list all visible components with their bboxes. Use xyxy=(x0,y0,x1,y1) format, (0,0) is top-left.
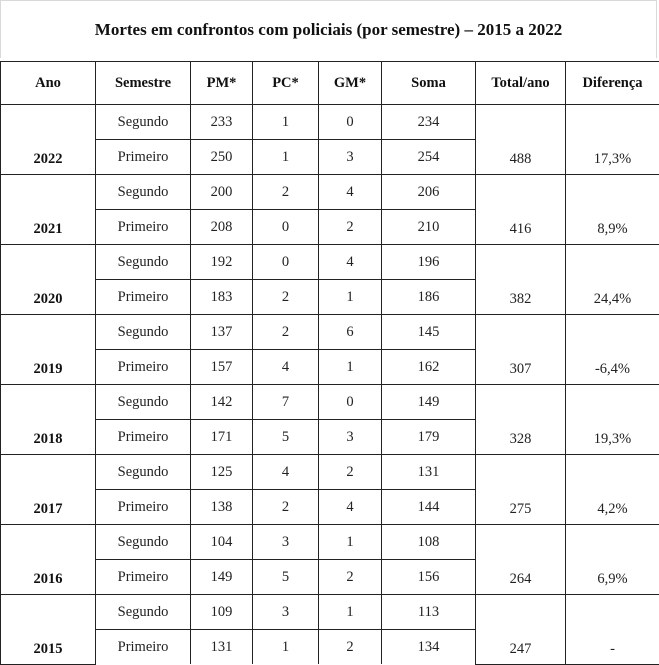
pc-cell: 1 xyxy=(253,105,319,140)
year-cell: 2020 xyxy=(1,245,96,315)
semester-cell: Segundo xyxy=(96,105,191,140)
total-cell: 328 xyxy=(476,385,566,455)
sum-cell: 144 xyxy=(382,490,476,525)
page-title: Mortes em confrontos com policiais (por semestre) – 2015 a 2022 xyxy=(95,20,562,40)
sum-cell: 186 xyxy=(382,280,476,315)
header-pm: PM* xyxy=(191,62,253,105)
pm-cell: 131 xyxy=(191,630,253,665)
gm-cell: 2 xyxy=(319,630,382,665)
year-cell: 2021 xyxy=(1,175,96,245)
gm-cell: 3 xyxy=(319,140,382,175)
diff-cell: - xyxy=(566,595,659,665)
gm-cell: 0 xyxy=(319,105,382,140)
pm-cell: 171 xyxy=(191,420,253,455)
gm-cell: 2 xyxy=(319,210,382,245)
total-cell: 488 xyxy=(476,105,566,175)
pm-cell: 183 xyxy=(191,280,253,315)
header-sum: Soma xyxy=(382,62,476,105)
gm-cell: 4 xyxy=(319,245,382,280)
pm-cell: 233 xyxy=(191,105,253,140)
sum-cell: 149 xyxy=(382,385,476,420)
diff-cell: 24,4% xyxy=(566,245,659,315)
year-cell: 2015 xyxy=(1,595,96,665)
pc-cell: 3 xyxy=(253,525,319,560)
year-cell: 2017 xyxy=(1,455,96,525)
sum-cell: 156 xyxy=(382,560,476,595)
pc-cell: 0 xyxy=(253,245,319,280)
pm-cell: 157 xyxy=(191,350,253,385)
pc-cell: 5 xyxy=(253,420,319,455)
gm-cell: 6 xyxy=(319,315,382,350)
pc-cell: 1 xyxy=(253,630,319,665)
table-row xyxy=(1,525,659,560)
semester-cell: Segundo xyxy=(96,595,191,630)
pm-cell: 109 xyxy=(191,595,253,630)
gm-cell: 1 xyxy=(319,595,382,630)
diff-cell: 17,3% xyxy=(566,105,659,175)
gm-cell: 1 xyxy=(319,280,382,315)
sum-cell: 179 xyxy=(382,420,476,455)
semester-cell: Segundo xyxy=(96,385,191,420)
pm-cell: 137 xyxy=(191,315,253,350)
header-semester: Semestre xyxy=(96,62,191,105)
pm-cell: 104 xyxy=(191,525,253,560)
pc-cell: 1 xyxy=(253,140,319,175)
pm-cell: 192 xyxy=(191,245,253,280)
diff-cell: 8,9% xyxy=(566,175,659,245)
sum-cell: 210 xyxy=(382,210,476,245)
sum-cell: 196 xyxy=(382,245,476,280)
pc-cell: 0 xyxy=(253,210,319,245)
deaths-table xyxy=(0,61,659,665)
table-row xyxy=(1,105,659,140)
semester-cell: Segundo xyxy=(96,315,191,350)
diff-cell: 4,2% xyxy=(566,455,659,525)
table-row xyxy=(1,315,659,350)
table-row xyxy=(1,455,659,490)
pm-cell: 208 xyxy=(191,210,253,245)
semester-cell: Primeiro xyxy=(96,280,191,315)
header-year: Ano xyxy=(1,62,96,105)
pc-cell: 2 xyxy=(253,175,319,210)
gm-cell: 0 xyxy=(319,385,382,420)
year-cell: 2019 xyxy=(1,315,96,385)
gm-cell: 1 xyxy=(319,350,382,385)
header-row xyxy=(1,62,659,105)
header-gm: GM* xyxy=(319,62,382,105)
gm-cell: 4 xyxy=(319,490,382,525)
pc-cell: 4 xyxy=(253,350,319,385)
diff-cell: 6,9% xyxy=(566,525,659,595)
semester-cell: Segundo xyxy=(96,455,191,490)
gm-cell: 2 xyxy=(319,455,382,490)
header-total: Total/ano xyxy=(476,62,566,105)
table-row xyxy=(1,245,659,280)
sum-cell: 113 xyxy=(382,595,476,630)
sum-cell: 134 xyxy=(382,630,476,665)
year-cell: 2016 xyxy=(1,525,96,595)
pc-cell: 3 xyxy=(253,595,319,630)
semester-cell: Primeiro xyxy=(96,490,191,525)
pm-cell: 149 xyxy=(191,560,253,595)
pc-cell: 5 xyxy=(253,560,319,595)
pc-cell: 2 xyxy=(253,280,319,315)
pm-cell: 200 xyxy=(191,175,253,210)
gm-cell: 3 xyxy=(319,420,382,455)
table-row xyxy=(1,175,659,210)
sum-cell: 206 xyxy=(382,175,476,210)
pc-cell: 7 xyxy=(253,385,319,420)
pm-cell: 250 xyxy=(191,140,253,175)
total-cell: 307 xyxy=(476,315,566,385)
total-cell: 416 xyxy=(476,175,566,245)
table-row xyxy=(1,595,659,630)
sum-cell: 254 xyxy=(382,140,476,175)
pm-cell: 125 xyxy=(191,455,253,490)
sum-cell: 162 xyxy=(382,350,476,385)
semester-cell: Primeiro xyxy=(96,350,191,385)
diff-cell: -6,4% xyxy=(566,315,659,385)
gm-cell: 1 xyxy=(319,525,382,560)
gm-cell: 4 xyxy=(319,175,382,210)
sum-cell: 108 xyxy=(382,525,476,560)
diff-cell: 19,3% xyxy=(566,385,659,455)
table-body xyxy=(1,105,659,665)
semester-cell: Primeiro xyxy=(96,140,191,175)
semester-cell: Primeiro xyxy=(96,420,191,455)
semester-cell: Segundo xyxy=(96,175,191,210)
pm-cell: 138 xyxy=(191,490,253,525)
sum-cell: 145 xyxy=(382,315,476,350)
semester-cell: Primeiro xyxy=(96,210,191,245)
pc-cell: 4 xyxy=(253,455,319,490)
pm-cell: 142 xyxy=(191,385,253,420)
sum-cell: 131 xyxy=(382,455,476,490)
gm-cell: 2 xyxy=(319,560,382,595)
pc-cell: 2 xyxy=(253,315,319,350)
title-box xyxy=(0,0,657,58)
total-cell: 382 xyxy=(476,245,566,315)
sum-cell: 234 xyxy=(382,105,476,140)
semester-cell: Primeiro xyxy=(96,630,191,665)
pc-cell: 2 xyxy=(253,490,319,525)
semester-cell: Segundo xyxy=(96,245,191,280)
year-cell: 2018 xyxy=(1,385,96,455)
table-row xyxy=(1,385,659,420)
total-cell: 275 xyxy=(476,455,566,525)
header-diff: Diferença xyxy=(566,62,659,105)
year-cell: 2022 xyxy=(1,105,96,175)
semester-cell: Primeiro xyxy=(96,560,191,595)
total-cell: 247 xyxy=(476,595,566,665)
total-cell: 264 xyxy=(476,525,566,595)
semester-cell: Segundo xyxy=(96,525,191,560)
header-pc: PC* xyxy=(253,62,319,105)
